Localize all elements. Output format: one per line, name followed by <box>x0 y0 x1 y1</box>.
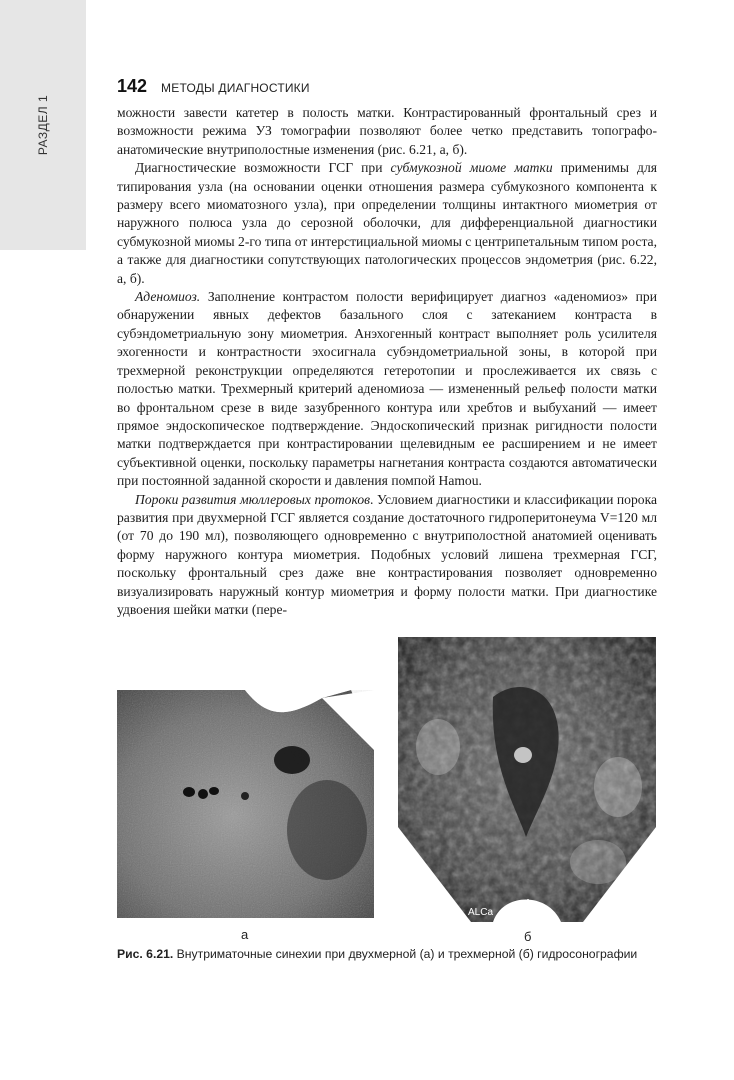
italic-term: субмукозной миоме матки <box>390 160 553 176</box>
text-run: Заполнение контрастом полости верифицирует диагноз «аденомиоз» при обнаружении явных дефектов базального слоя с затеканием контраста в субэндометриальную зону миометрия. Анэхогенный контраст выполняет роль усилителя эхогенности и контрастности эхосигнала субэндометриальной зоны, в которой при трехмерной реконструкции определяются гетеротопии и прослеживается их связь с полостью матки. Трехмерный критерий аденомиоза — измененный рельеф полости матки во фронтальном срезе в виде зазубренного контура или хребтов и выбуханий — имеет прямое эндоскопическое подтверждение. Эндоскопический признак ригидности полости матки подтверждается при контрастировании щелевидным ее расширением и не имеет субъективной оценки, поскольку параметры нагнетания контраста создаются автоматически при постоянной заданной скорости и давления помпой Hamou. <box>117 289 657 489</box>
figure-caption-label: Рис. 6.21. <box>117 947 174 961</box>
running-header <box>117 76 310 97</box>
running-title: МЕТОДЫ ДИАГНОСТИКИ <box>161 81 310 95</box>
ultrasound-image-2d <box>117 690 374 918</box>
italic-term: Аденомиоз. <box>135 289 201 305</box>
panel-a-label: а <box>241 927 249 942</box>
paragraph-p1 <box>117 104 657 159</box>
text-run: можности завести катетер в полость матки. Контрастированный фронтальный срез и возможности режима УЗ томографии позволяют более четко представить топографо-анатомические внутриполостные изменения (рис. 6.21, а, б). <box>117 105 657 157</box>
text-run: . Условием диагностики и классификации порока развития при двухмерной ГСГ является создание достаточного гидроперитонеума V=120 мл (от 70 до 190 мл), позволяющего одновременно с внутриполостной анатомией оценивать форму наружного контура миометрия. Подобных условий лишена трехмерная ГСГ, поскольку фронтальный срез даже вне контрастирования позволяет одновременно визуализировать наружный контур миометрия и форму полости матки. При диагностике удвоения шейки матки (пере- <box>117 491 658 617</box>
ultrasound-2d-graphic <box>117 690 374 918</box>
paragraph-p3 <box>117 288 657 490</box>
ultrasound-image-3d <box>398 637 656 922</box>
figure-caption <box>117 947 677 961</box>
panel-b-overlay-text: ALCa <box>468 907 494 918</box>
text-run: Диагностические возможности ГСГ при <box>135 160 391 176</box>
paragraph-p2 <box>117 159 657 288</box>
section-label: РАЗДЕЛ 1 <box>36 94 50 156</box>
section-side-tab <box>0 0 86 250</box>
text-run: применимы для типирования узла (на основании оценки отношения размера субмукозного компонента к размеру всего миоматозного узла), при определении толщины интактного миометрия от наружного полюса узла до серозной оболочки, для дифференциальной диагностики субмукозной миомы 2-го типа от интерстициальной миомы с центрипетальным типом роста, а также для диагностики сопутствующих патологических процессов эндометрия (рис. 6.22, а, б). <box>117 160 657 286</box>
body-text <box>117 104 657 619</box>
italic-term: Пороки развития мюллеровых протоков <box>135 491 371 507</box>
page-number: 142 <box>117 76 148 96</box>
panel-b-label: б <box>524 929 532 944</box>
ultrasound-3d-graphic <box>398 637 656 922</box>
figure-caption-text: Внутриматочные синехии при двухмерной (а) и трехмерной (б) гидросонографии <box>173 947 638 961</box>
paragraph-p4 <box>117 491 657 620</box>
